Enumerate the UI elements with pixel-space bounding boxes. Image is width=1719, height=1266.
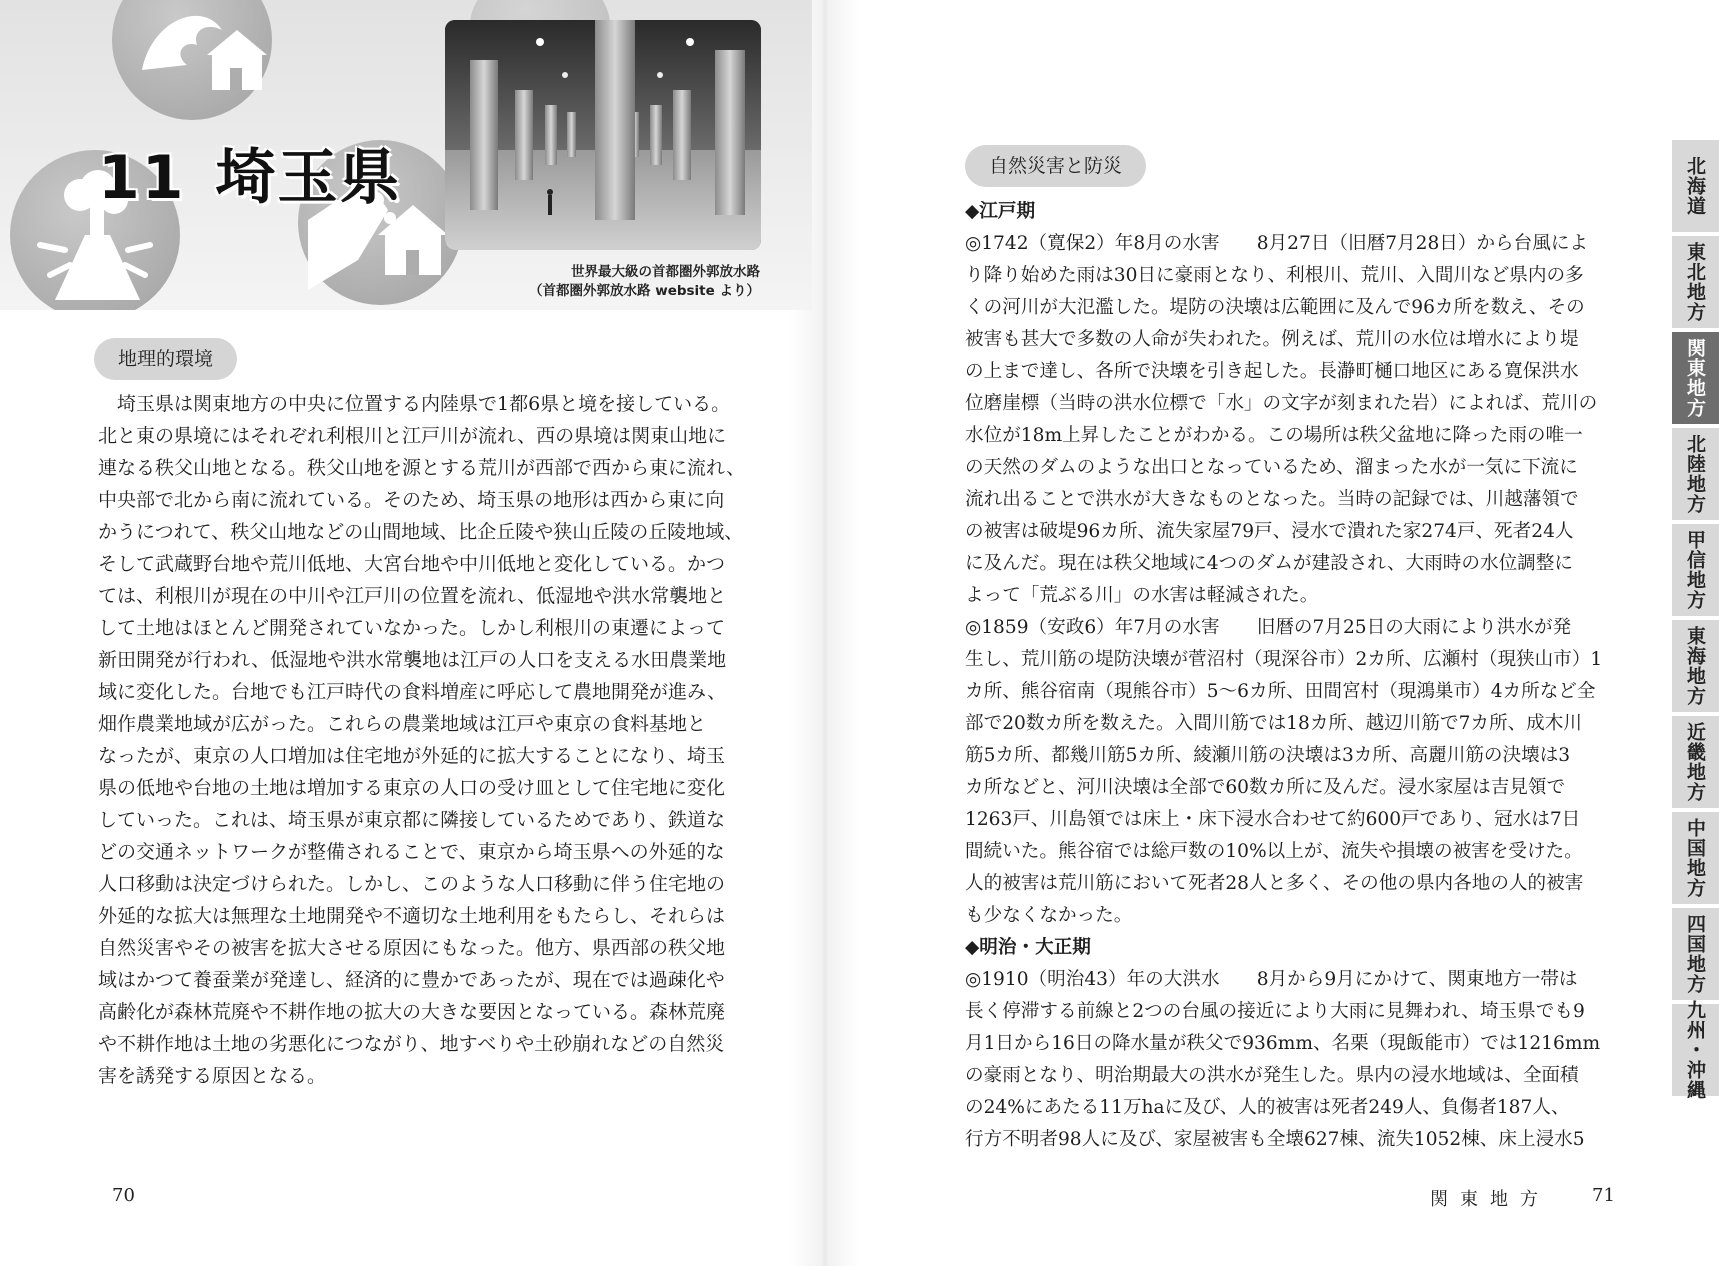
- body-line: よって「荒ぶる川」の水害は軽減された。: [965, 585, 1319, 606]
- body-line: カ所などと、河川決壊は全部で60数カ所に及んだ。浸水家屋は吉見領で: [965, 777, 1566, 798]
- body-line: 部で20数カ所を数えた。入間川筋では18カ所、越辺川筋で7カ所、成木川: [965, 713, 1582, 734]
- era-heading-edo: ◆江戸期: [965, 201, 1036, 222]
- photo-caption-line2: （首都圏外郭放水路 website より）: [529, 283, 760, 299]
- body-line: ◎1742（寛保2）年8月の水害 8月27日（旧暦7月28日）から台風によ: [965, 233, 1589, 254]
- section-heading-geography: 地理的環境: [94, 338, 237, 380]
- tab-label: 東海地方: [1684, 626, 1706, 706]
- right-page-number: 71: [1592, 1185, 1615, 1206]
- body-line: 筋5カ所、都幾川筋5カ所、綾瀬川筋の決壊は3カ所、高麗川筋の決壊は3: [965, 745, 1571, 766]
- tab-koshin[interactable]: [1672, 524, 1719, 616]
- tab-chugoku[interactable]: [1672, 812, 1719, 904]
- tab-label: 近畿地方: [1684, 722, 1706, 802]
- body-line: の天然のダムのような出口となっているため、溜まった水が一気に下流に: [965, 457, 1578, 478]
- body-line: そして武蔵野台地や荒川低地、大宮台地や中川低地と変化している。かつ: [98, 553, 726, 575]
- tab-tokai[interactable]: [1672, 620, 1719, 712]
- photo-caption-line1: 世界最大級の首都圏外郭放水路: [571, 264, 760, 280]
- body-line: 間続いた。熊谷宿では総戸数の10%以上が、流失や損壊の被害を受けた。: [965, 841, 1583, 862]
- chapter-number: 11: [98, 143, 186, 213]
- body-line: 県の低地や台地の土地は増加する東京の人口の受け皿として住宅地に変化: [98, 777, 726, 799]
- tab-label: 北海道: [1684, 156, 1706, 216]
- body-line: 埼玉県は関東地方の中央に位置する内陸県で1都6県と境を接している。: [98, 393, 731, 415]
- body-line: 畑作農業地域が広がった。これらの農業地域は江戸や東京の食料基地と: [98, 713, 707, 735]
- left-page-number: 70: [112, 1185, 135, 1206]
- body-line: くの河川が大氾濫した。堤防の決壊は広範囲に及んで96カ所を数え、その: [965, 297, 1585, 318]
- body-line: や不耕作地は土地の劣悪化につながり、地すべりや土砂崩れなどの自然災: [98, 1033, 725, 1055]
- body-line: 被害も甚大で多数の人命が失われた。例えば、荒川の水位は増水により堤: [965, 329, 1579, 350]
- geography-body: [98, 388, 778, 1092]
- body-line: 域はかつて養蚕業が発達し、経済的に豊かであったが、現在では過疎化や: [98, 969, 725, 991]
- body-line: 長く停滞する前線と2つの台風の接近により大雨に見舞われ、埼玉県でも9: [965, 1001, 1585, 1022]
- body-line: 水位が18m上昇したことがわかる。この場所は秩父盆地に降った雨の唯一: [965, 425, 1583, 446]
- body-line: して土地はほとんど開発されていなかった。しかし利根川の東遷によって: [98, 617, 726, 639]
- body-line: の豪雨となり、明治期最大の洪水が発生した。県内の浸水地域は、全面積: [965, 1065, 1579, 1086]
- body-line: も少なくなかった。: [965, 905, 1133, 926]
- body-line: 月1日から16日の降水量が秩父で936mm、名栗（現飯能市）では1216mm: [965, 1033, 1601, 1054]
- wave-house-icon: [112, 0, 272, 120]
- running-head: 関東地方: [1430, 1189, 1550, 1210]
- body-line: かうにつれて、秩父山地などの山間地域、比企丘陵や狭山丘陵の丘陵地域、: [98, 521, 744, 543]
- body-line: 行方不明者98人に及び、家屋被害も全壊627棟、流失1052棟、床上浸水5: [965, 1129, 1585, 1150]
- body-line: 流れ出ることで洪水が大きなものとなった。当時の記録では、川越藩領で: [965, 489, 1579, 510]
- body-line: の被害は破堤96カ所、流失家屋79戸、浸水で潰れた家274戸、死者24人: [965, 521, 1574, 542]
- body-line: ◎1859（安政6）年7月の水害 旧暦の7月25日の大雨により洪水が発: [965, 617, 1572, 638]
- era-heading-meiji-taisho: ◆明治・大正期: [965, 937, 1091, 958]
- discharge-channel-photo: [445, 20, 761, 250]
- body-line: 中央部で北から南に流れている。そのため、埼玉県の地形は西から東に向: [98, 489, 725, 511]
- disasters-body: [965, 196, 1635, 1156]
- tab-kinki[interactable]: [1672, 716, 1719, 808]
- body-line: 害を誘発する原因となる。: [98, 1065, 327, 1087]
- tab-tohoku[interactable]: [1672, 236, 1719, 328]
- body-line: していった。これは、埼玉県が東京都に隣接しているためであり、鉄道な: [98, 809, 726, 831]
- tab-label: 関東地方: [1684, 338, 1706, 418]
- chapter-title-text: 埼玉県: [215, 143, 402, 213]
- region-tabs: [1672, 140, 1719, 1100]
- tab-label: 中国地方: [1684, 818, 1706, 898]
- body-line: 自然災害やその被害を拡大させる原因にもなった。他方、県西部の秩父地: [98, 937, 726, 959]
- body-line: どの交通ネットワークが整備されることで、東京から埼玉県への外延的な: [98, 841, 725, 863]
- body-line: ては、利根川が現在の中川や江戸川の位置を流れ、低湿地や洪水常襲地と: [98, 585, 727, 607]
- body-line: の上まで達し、各所で決壊を引き起した。長瀞町樋口地区にある寛保洪水: [965, 361, 1579, 382]
- body-line: 北と東の県境にはそれぞれ利根川と江戸川が流れ、西の県境は関東山地に: [98, 425, 727, 447]
- body-line: 新田開発が行われ、低湿地や洪水常襲地は江戸の人口を支える水田農業地: [98, 649, 727, 671]
- tab-label: 四国地方: [1684, 914, 1706, 994]
- body-line: 1263戸、川島領では床上・床下浸水合わせて約600戸であり、冠水は7日: [965, 809, 1581, 830]
- body-line: に及んだ。現在は秩父地域に4つのダムが建設され、大雨時の水位調整に: [965, 553, 1573, 574]
- tab-kanto[interactable]: [1672, 332, 1719, 424]
- body-line: カ所、熊谷宿南（現熊谷市）5〜6カ所、田間宮村（現鴻巣市）4カ所など全: [965, 681, 1596, 702]
- body-line: 位磨崖標（当時の洪水位標で「水」の文字が刻まれた岩）によれば、荒川の: [965, 393, 1598, 414]
- tab-label: 九州・沖縄: [1684, 1000, 1706, 1100]
- section-heading-disasters: 自然災害と防災: [965, 145, 1146, 187]
- tab-shikoku[interactable]: [1672, 908, 1719, 1000]
- body-line: 外延的な拡大は無理な土地開発や不適切な土地利用をもたらし、それらは: [98, 905, 726, 927]
- body-line: 連なる秩父山地となる。秩父山地を源とする荒川が西部で西から東に流れ、: [98, 457, 746, 479]
- body-line: なったが、東京の人口増加は住宅地が外延的に拡大することになり、埼玉: [98, 745, 726, 767]
- tab-label: 北陸地方: [1684, 434, 1706, 514]
- tab-label: 東北地方: [1684, 242, 1706, 322]
- body-line: 域に変化した。台地でも江戸時代の食料増産に呼応して農地開発が進み、: [98, 681, 727, 703]
- body-line: 高齢化が森林荒廃や不耕作地の拡大の大きな要因となっている。森林荒廃: [98, 1001, 726, 1023]
- body-line: 人口移動は決定づけられた。しかし、このような人口移動に伴う住宅地の: [98, 873, 726, 895]
- body-line: 生し、荒川筋の堤防決壊が菅沼村（現深谷市）2カ所、広瀬村（現狭山市）1: [965, 649, 1603, 670]
- body-line: り降り始めた雨は30日に豪雨となり、利根川、荒川、入間川など県内の多: [965, 265, 1584, 286]
- body-line: ◎1910（明治43）年の大洪水 8月から9月にかけて、関東地方一帯は: [965, 969, 1578, 990]
- page-title: [98, 130, 402, 216]
- body-line: 人的被害は荒川筋において死者28人と多く、その他の県内各地の人的被害: [965, 873, 1584, 894]
- body-line: の24%にあたる11万haに及び、人的被害は死者249人、負傷者187人、: [965, 1097, 1570, 1118]
- tab-hokkaido[interactable]: [1672, 140, 1719, 232]
- tab-kyushu-okinawa[interactable]: [1672, 1000, 1719, 1100]
- tab-hokuriku[interactable]: [1672, 428, 1719, 520]
- tab-label: 甲信地方: [1684, 530, 1706, 610]
